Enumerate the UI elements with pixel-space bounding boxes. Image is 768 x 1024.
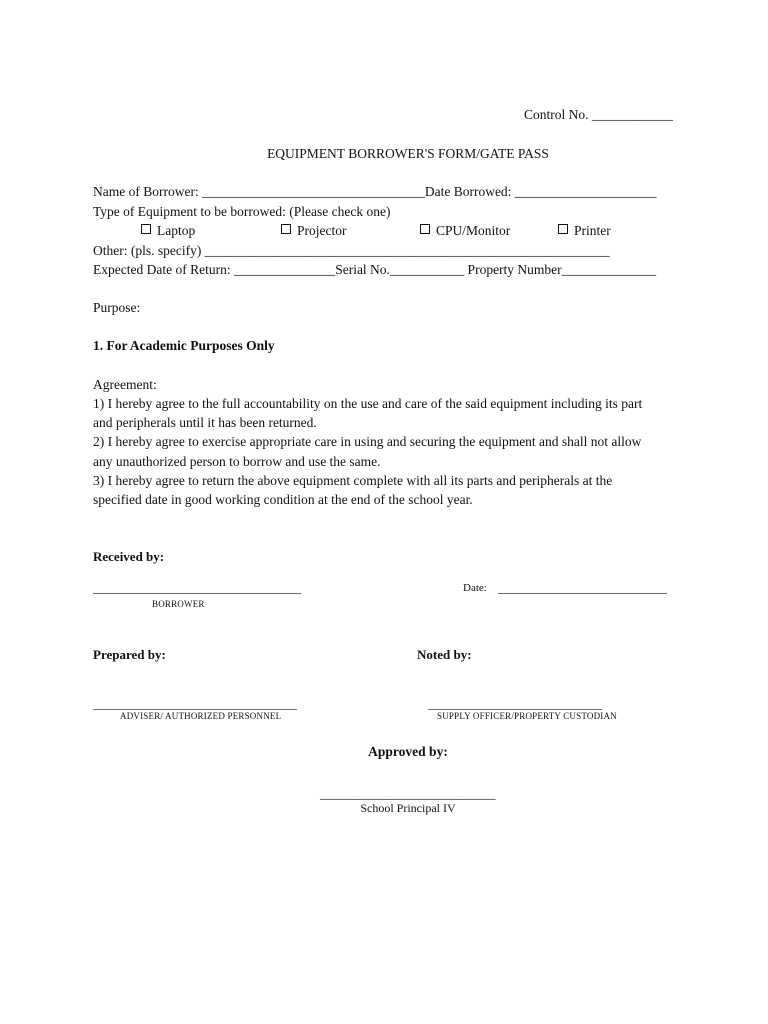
- borrower-name-line: Name of Borrower: _________________________________Date Borrowed: _____________________: [93, 184, 657, 199]
- date-label: Date:: [463, 582, 487, 594]
- form-title: EQUIPMENT BORROWER'S FORM/GATE PASS: [267, 146, 549, 161]
- printer-checkbox: [558, 224, 568, 234]
- date-signature-line: __________________________: [498, 580, 667, 595]
- borrower-signature-line: ________________________________: [93, 580, 301, 595]
- equipment-type-line: Type of Equipment to be borrowed: (Please check one): [93, 204, 391, 219]
- cpu-monitor-checkbox: [420, 224, 430, 234]
- agreement-line-2: and peripherals until it has been returned.: [93, 415, 317, 430]
- supply-signature-line: _____________________________: [428, 697, 602, 711]
- option-printer: [558, 223, 611, 239]
- return-serial-property-line: Expected Date of Return: _______________Serial No.___________ Property Number______________: [93, 262, 657, 277]
- printer-label: Printer: [574, 223, 611, 238]
- principal-signature-line: ___________________________: [320, 786, 496, 801]
- agreement-label: Agreement:: [93, 377, 157, 392]
- laptop-checkbox: [141, 224, 151, 234]
- noted-by-label: Noted by:: [417, 647, 472, 662]
- agreement-line-5: 3) I hereby agree to return the above equipment complete with all its parts and peripherals at the: [93, 473, 613, 488]
- agreement-line-1: 1) I hereby agree to the full accountability on the use and care of the said equipment including its part: [93, 396, 643, 411]
- control-number: Control No. ____________: [524, 107, 673, 122]
- supply-caption: SUPPLY OFFICER/PROPERTY CUSTODIAN: [437, 711, 617, 721]
- agreement-line-4: any unauthorized person to borrow and use the same.: [93, 454, 381, 469]
- prepared-by-label: Prepared by:: [93, 647, 166, 662]
- received-by-label: Received by:: [93, 549, 165, 564]
- adviser-caption: ADVISER/ AUTHORIZED PERSONNEL: [120, 711, 282, 721]
- option-laptop: [141, 223, 195, 239]
- cpu-monitor-label: CPU/Monitor: [436, 223, 511, 238]
- option-projector: [281, 223, 347, 239]
- adviser-signature-line: __________________________________: [93, 697, 297, 711]
- approved-by-label: Approved by:: [368, 744, 448, 759]
- principal-caption: School Principal IV: [360, 801, 456, 815]
- laptop-label: Laptop: [157, 223, 196, 238]
- other-specify-line: Other: (pls. specify) ____________________________________________________________: [93, 243, 610, 258]
- purpose-item: 1. For Academic Purposes Only: [93, 338, 275, 353]
- projector-checkbox: [281, 224, 291, 234]
- agreement-line-3: 2) I hereby agree to exercise appropriate care in using and securing the equipment and shall not allow: [93, 434, 642, 449]
- projector-label: Projector: [297, 223, 347, 238]
- purpose-label: Purpose:: [93, 300, 141, 315]
- option-cpu-monitor: [420, 223, 510, 239]
- agreement-line-6: specified date in good working condition at the end of the school year.: [93, 492, 473, 507]
- borrower-caption: BORROWER: [152, 599, 205, 609]
